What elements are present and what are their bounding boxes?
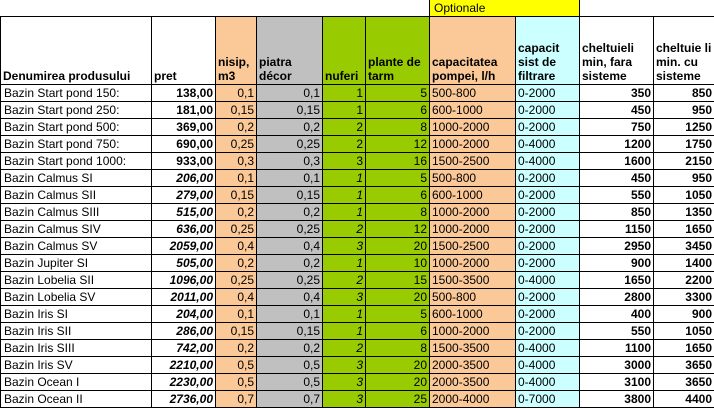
cell-chelt-cu: 1250	[654, 119, 714, 136]
cell-piatra: 0,7	[257, 391, 323, 408]
cell-filtru: 0-2000	[516, 187, 580, 204]
cell-pompa: 1000-2000	[430, 204, 516, 221]
cell-piatra: 0,4	[257, 289, 323, 306]
cell-chelt-fara: 1600	[580, 153, 654, 170]
cell-pret: 2210,00	[152, 357, 216, 374]
cell-nisip: 0,2	[216, 255, 257, 272]
cell-chelt-fara: 3000	[580, 357, 654, 374]
cell-piatra: 0,4	[257, 238, 323, 255]
cell-pret: 286,00	[152, 323, 216, 340]
cell-chelt-fara: 850	[580, 204, 654, 221]
header-chelt-cu: cheltuie li min. cu sisteme	[654, 17, 714, 85]
cell-piatra: 0,25	[257, 221, 323, 238]
cell-nuferi: 1	[323, 323, 366, 340]
cell-nuferi: 3	[323, 238, 366, 255]
cell-name: Bazin Iris SII	[1, 323, 152, 340]
cell-chelt-fara: 350	[580, 85, 654, 102]
cell-nuferi: 3	[323, 153, 366, 170]
cell-nisip: 0,4	[216, 289, 257, 306]
table-row	[1, 272, 714, 289]
cell-plante: 20	[366, 374, 430, 391]
cell-nuferi: 3	[323, 289, 366, 306]
cell-piatra: 0,25	[257, 136, 323, 153]
cell-chelt-cu: 3650	[654, 357, 714, 374]
table-row	[1, 289, 714, 306]
cell-plante: 8	[366, 119, 430, 136]
cell-name: Bazin Lobelia SV	[1, 289, 152, 306]
table-row	[1, 238, 714, 255]
cell-nuferi: 2	[323, 119, 366, 136]
cell-pompa: 2000-4000	[430, 391, 516, 408]
cell-piatra: 0,2	[257, 255, 323, 272]
cell-chelt-fara: 2800	[580, 289, 654, 306]
cell-pompa: 1500-3500	[430, 340, 516, 357]
cell-name: Bazin Calmus SII	[1, 187, 152, 204]
cell-pret: 279,00	[152, 187, 216, 204]
cell-piatra: 0,15	[257, 102, 323, 119]
header-plante: plante de tarm	[366, 17, 430, 85]
cell-chelt-fara: 900	[580, 255, 654, 272]
header-chelt-fara: cheltuieli min, fara sisteme	[580, 17, 654, 85]
cell-chelt-fara: 750	[580, 119, 654, 136]
cell-filtru: 0-2000	[516, 306, 580, 323]
cell-pret: 742,00	[152, 340, 216, 357]
cell-nuferi: 1	[323, 306, 366, 323]
cell-chelt-fara: 450	[580, 102, 654, 119]
cell-chelt-fara: 3800	[580, 391, 654, 408]
cell-pret: 2011,00	[152, 289, 216, 306]
cell-chelt-cu: 3450	[654, 238, 714, 255]
cell-pret: 181,00	[152, 102, 216, 119]
cell-chelt-cu: 3300	[654, 289, 714, 306]
cell-nisip: 0,4	[216, 238, 257, 255]
cell-filtru: 0-2000	[516, 221, 580, 238]
cell-pret: 369,00	[152, 119, 216, 136]
cell-pret: 505,00	[152, 255, 216, 272]
cell-plante: 16	[366, 153, 430, 170]
cell-pompa: 2000-3500	[430, 374, 516, 391]
cell-plante: 10	[366, 255, 430, 272]
cell-filtru: 0-4000	[516, 272, 580, 289]
cell-filtru: 0-2000	[516, 170, 580, 187]
cell-plante: 12	[366, 221, 430, 238]
cell-filtru: 0-4000	[516, 374, 580, 391]
cell-nisip: 0,1	[216, 85, 257, 102]
cell-chelt-fara: 3100	[580, 374, 654, 391]
cell-piatra: 0,2	[257, 119, 323, 136]
cell-chelt-cu: 3650	[654, 374, 714, 391]
cell-name: Bazin Calmus SIV	[1, 221, 152, 238]
cell-pret: 515,00	[152, 204, 216, 221]
cell-filtru: 0-2000	[516, 323, 580, 340]
cell-plante: 8	[366, 340, 430, 357]
cell-pompa: 500-800	[430, 170, 516, 187]
optionale-label: Optionale	[430, 0, 580, 17]
cell-chelt-fara: 450	[580, 170, 654, 187]
header-filtru: capacit sist de filtrare	[516, 17, 580, 85]
header-row	[1, 17, 714, 85]
cell-chelt-fara: 1150	[580, 221, 654, 238]
cell-piatra: 0,15	[257, 323, 323, 340]
cell-chelt-cu: 1650	[654, 340, 714, 357]
cell-filtru: 0-2000	[516, 255, 580, 272]
cell-nuferi: 1	[323, 187, 366, 204]
cell-nisip: 0,2	[216, 119, 257, 136]
cell-pompa: 1000-2000	[430, 119, 516, 136]
cell-filtru: 0-4000	[516, 357, 580, 374]
cell-pompa: 1500-2500	[430, 153, 516, 170]
cell-name: Bazin Iris SI	[1, 306, 152, 323]
table-row	[1, 187, 714, 204]
cell-filtru: 0-2000	[516, 204, 580, 221]
cell-pompa: 500-800	[430, 289, 516, 306]
cell-plante: 5	[366, 170, 430, 187]
cell-pret: 2059,00	[152, 238, 216, 255]
cell-filtru: 0-4000	[516, 153, 580, 170]
table-row	[1, 374, 714, 391]
header-nuferi: nuferi	[323, 17, 366, 85]
blank-cell	[580, 0, 714, 17]
cell-pret: 636,00	[152, 221, 216, 238]
cell-nisip: 0,15	[216, 187, 257, 204]
cell-nuferi: 3	[323, 391, 366, 408]
cell-nisip: 0,3	[216, 153, 257, 170]
table-row	[1, 391, 714, 408]
cell-chelt-cu: 1750	[654, 136, 714, 153]
cell-pret: 690,00	[152, 136, 216, 153]
cell-name: Bazin Calmus SIII	[1, 204, 152, 221]
cell-chelt-cu: 4400	[654, 391, 714, 408]
cell-chelt-cu: 1350	[654, 204, 714, 221]
cell-plante: 6	[366, 187, 430, 204]
cell-filtru: 0-2000	[516, 102, 580, 119]
cell-chelt-cu: 2200	[654, 272, 714, 289]
table-row	[1, 119, 714, 136]
table-row	[1, 102, 714, 119]
cell-chelt-cu: 950	[654, 102, 714, 119]
cell-piatra: 0,2	[257, 340, 323, 357]
cell-chelt-fara: 550	[580, 323, 654, 340]
cell-filtru: 0-7000	[516, 391, 580, 408]
cell-piatra: 0,15	[257, 187, 323, 204]
cell-pompa: 1000-2000	[430, 221, 516, 238]
cell-pret: 138,00	[152, 85, 216, 102]
cell-name: Bazin Calmus SI	[1, 170, 152, 187]
cell-filtru: 0-2000	[516, 85, 580, 102]
table-row	[1, 323, 714, 340]
cell-pret: 204,00	[152, 306, 216, 323]
cell-chelt-fara: 1200	[580, 136, 654, 153]
cell-piatra: 0,5	[257, 357, 323, 374]
cell-pret: 2230,00	[152, 374, 216, 391]
cell-plante: 5	[366, 85, 430, 102]
cell-nuferi: 3	[323, 374, 366, 391]
cell-nisip: 0,2	[216, 204, 257, 221]
cell-pompa: 1500-3500	[430, 272, 516, 289]
cell-name: Bazin Lobelia SII	[1, 272, 152, 289]
table-row	[1, 204, 714, 221]
cell-plante: 15	[366, 272, 430, 289]
cell-filtru: 0-2000	[516, 289, 580, 306]
cell-chelt-cu: 950	[654, 170, 714, 187]
cell-piatra: 0,1	[257, 170, 323, 187]
cell-chelt-fara: 2950	[580, 238, 654, 255]
cell-name: Bazin Calmus SV	[1, 238, 152, 255]
cell-filtru: 0-2000	[516, 238, 580, 255]
cell-nuferi: 1	[323, 204, 366, 221]
cell-plante: 20	[366, 289, 430, 306]
cell-pompa: 600-1000	[430, 187, 516, 204]
table-row	[1, 85, 714, 102]
cell-filtru: 0-2000	[516, 119, 580, 136]
cell-chelt-cu: 1400	[654, 255, 714, 272]
cell-filtru: 0-4000	[516, 136, 580, 153]
cell-pompa: 500-800	[430, 85, 516, 102]
cell-pret: 2736,00	[152, 391, 216, 408]
cell-filtru: 0-4000	[516, 340, 580, 357]
cell-chelt-cu: 900	[654, 306, 714, 323]
cell-name: Bazin Iris SIII	[1, 340, 152, 357]
cell-nisip: 0,25	[216, 221, 257, 238]
table-row	[1, 153, 714, 170]
cell-nisip: 0,2	[216, 340, 257, 357]
cell-plante: 5	[366, 306, 430, 323]
cell-plante: 12	[366, 136, 430, 153]
cell-plante: 20	[366, 238, 430, 255]
optionale-row	[1, 0, 714, 17]
cell-name: Bazin Jupiter SI	[1, 255, 152, 272]
cell-pret: 933,00	[152, 153, 216, 170]
cell-chelt-cu: 1650	[654, 221, 714, 238]
cell-piatra: 0,3	[257, 153, 323, 170]
cell-chelt-fara: 550	[580, 187, 654, 204]
cell-nuferi: 1	[323, 170, 366, 187]
cell-nuferi: 3	[323, 357, 366, 374]
cell-nuferi: 1	[323, 102, 366, 119]
cell-nisip: 0,25	[216, 272, 257, 289]
cell-plante: 6	[366, 102, 430, 119]
cell-nuferi: 2	[323, 272, 366, 289]
cell-name: Bazin Start pond 1000:	[1, 153, 152, 170]
cell-chelt-cu: 1050	[654, 323, 714, 340]
cell-piatra: 0,1	[257, 85, 323, 102]
cell-nisip: 0,25	[216, 136, 257, 153]
cell-pompa: 1500-2500	[430, 238, 516, 255]
table-row	[1, 136, 714, 153]
cell-plante: 20	[366, 357, 430, 374]
cell-pompa: 1000-2000	[430, 136, 516, 153]
cell-nisip: 0,5	[216, 374, 257, 391]
cell-nisip: 0,15	[216, 323, 257, 340]
cell-pompa: 600-1000	[430, 306, 516, 323]
table-row	[1, 221, 714, 238]
table-row	[1, 255, 714, 272]
blank-cell	[1, 0, 430, 17]
cell-nuferi: 2	[323, 136, 366, 153]
cell-name: Bazin Start pond 150:	[1, 85, 152, 102]
cell-pompa: 1000-2000	[430, 255, 516, 272]
cell-pompa: 2000-3500	[430, 357, 516, 374]
cell-nuferi: 2	[323, 340, 366, 357]
cell-chelt-cu: 2150	[654, 153, 714, 170]
cell-pret: 206,00	[152, 170, 216, 187]
table-row	[1, 170, 714, 187]
cell-name: Bazin Start pond 250:	[1, 102, 152, 119]
cell-nisip: 0,15	[216, 102, 257, 119]
cell-piatra: 0,5	[257, 374, 323, 391]
cell-nisip: 0,1	[216, 306, 257, 323]
cell-piatra: 0,1	[257, 306, 323, 323]
cell-pompa: 600-1000	[430, 102, 516, 119]
cell-piatra: 0,25	[257, 272, 323, 289]
cell-nisip: 0,5	[216, 357, 257, 374]
cell-name: Bazin Iris SV	[1, 357, 152, 374]
header-name: Denumirea produsului	[1, 17, 152, 85]
table-row	[1, 357, 714, 374]
header-pompa: capacitatea pompei, l/h	[430, 17, 516, 85]
cell-nuferi: 1	[323, 85, 366, 102]
cell-chelt-fara: 1100	[580, 340, 654, 357]
cell-plante: 6	[366, 323, 430, 340]
cell-chelt-fara: 400	[580, 306, 654, 323]
cell-piatra: 0,2	[257, 204, 323, 221]
cell-plante: 8	[366, 204, 430, 221]
cell-chelt-cu: 1050	[654, 187, 714, 204]
table-row	[1, 306, 714, 323]
cell-pompa: 1000-2000	[430, 323, 516, 340]
cell-plante: 25	[366, 391, 430, 408]
cell-nisip: 0,7	[216, 391, 257, 408]
cell-name: Bazin Ocean II	[1, 391, 152, 408]
cell-pret: 1096,00	[152, 272, 216, 289]
header-nisip: nisip, m3	[216, 17, 257, 85]
cell-nuferi: 1	[323, 255, 366, 272]
cell-chelt-fara: 1650	[580, 272, 654, 289]
cell-name: Bazin Start pond 750:	[1, 136, 152, 153]
cell-name: Bazin Start pond 500:	[1, 119, 152, 136]
cell-nisip: 0,1	[216, 170, 257, 187]
cell-nuferi: 2	[323, 221, 366, 238]
cell-chelt-cu: 850	[654, 85, 714, 102]
header-piatra: piatra décor	[257, 17, 323, 85]
cell-name: Bazin Ocean I	[1, 374, 152, 391]
header-pret: pret	[152, 17, 216, 85]
table-row	[1, 340, 714, 357]
